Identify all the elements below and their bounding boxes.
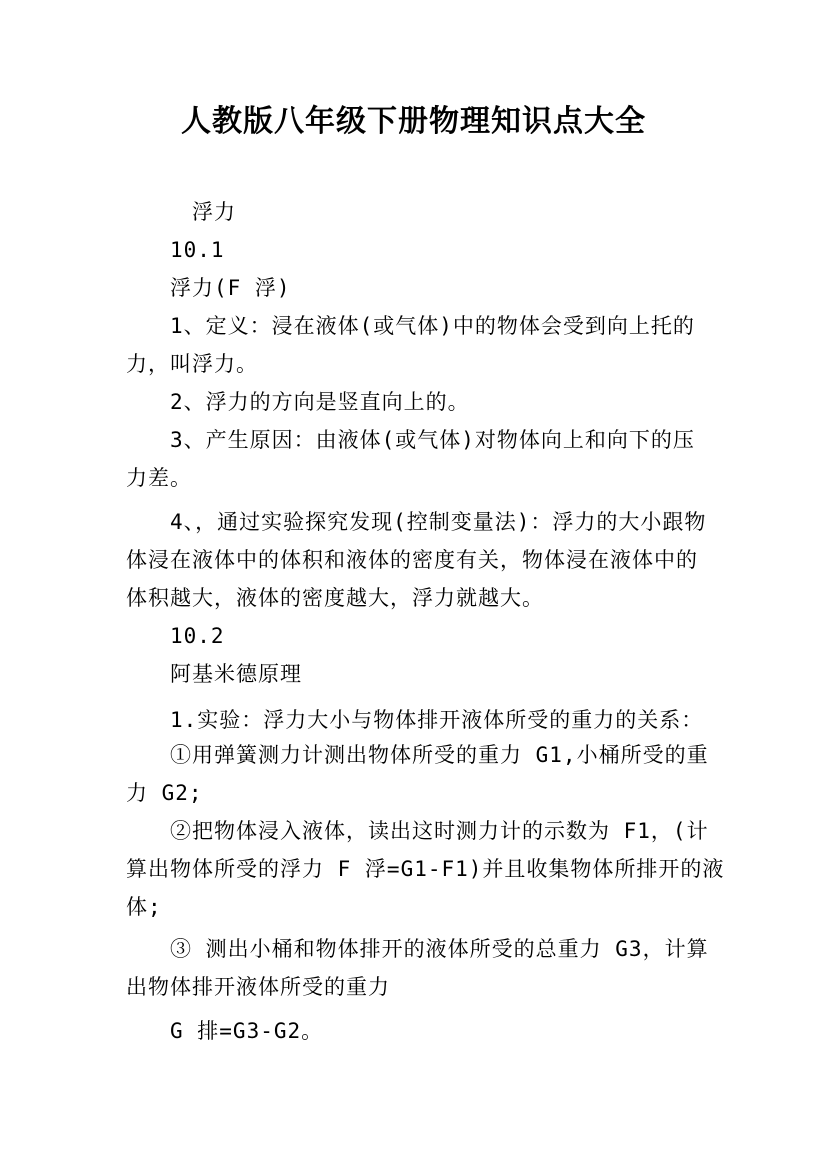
section-subheading: 阿基米德原理: [170, 662, 302, 686]
section-number: 10.1: [170, 238, 225, 262]
text-line: G 排=G3-G2。: [170, 1019, 324, 1043]
text-line: 力差。: [126, 466, 192, 490]
text-line: 出物体排开液体所受的重力: [126, 975, 390, 999]
document-title: 人教版八年级下册物理知识点大全: [181, 104, 646, 139]
text-line: 3、产生原因：由液体(或气体)对物体向上和向下的压: [170, 428, 695, 452]
text-line: 1、定义：浸在液体(或气体)中的物体会受到向上托的: [170, 314, 695, 338]
text-line: 算出物体所受的浮力 F 浮=G1-F1)并且收集物体所排开的液: [126, 857, 725, 881]
text-line: 1.实验：浮力大小与物体排开液体所受的重力的关系：: [170, 708, 704, 732]
section-heading-buoyancy: 浮力: [192, 200, 236, 224]
text-line: ①用弹簧测力计测出物体所受的重力 G1,小桶所受的重: [170, 743, 709, 767]
text-line: 体积越大，液体的密度越大，浮力就越大。: [126, 586, 544, 610]
text-line: 4、，通过实验探究发现(控制变量法)：浮力的大小跟物: [170, 510, 707, 534]
section-subheading: 浮力(F 浮): [170, 276, 291, 300]
text-line: 体浸在液体中的体积和液体的密度有关，物体浸在液体中的: [126, 548, 698, 572]
text-line: ③ 测出小桶和物体排开的液体所受的总重力 G3，计算: [170, 937, 709, 961]
section-number: 10.2: [170, 624, 225, 648]
text-line: 力，叫浮力。: [126, 352, 258, 376]
text-line: 体;: [126, 895, 162, 919]
text-line: 力 G2;: [126, 781, 203, 805]
text-line: 2、浮力的方向是竖直向上的。: [170, 390, 470, 414]
text-line: ②把物体浸入液体，读出这时测力计的示数为 F1，(计: [170, 819, 709, 843]
